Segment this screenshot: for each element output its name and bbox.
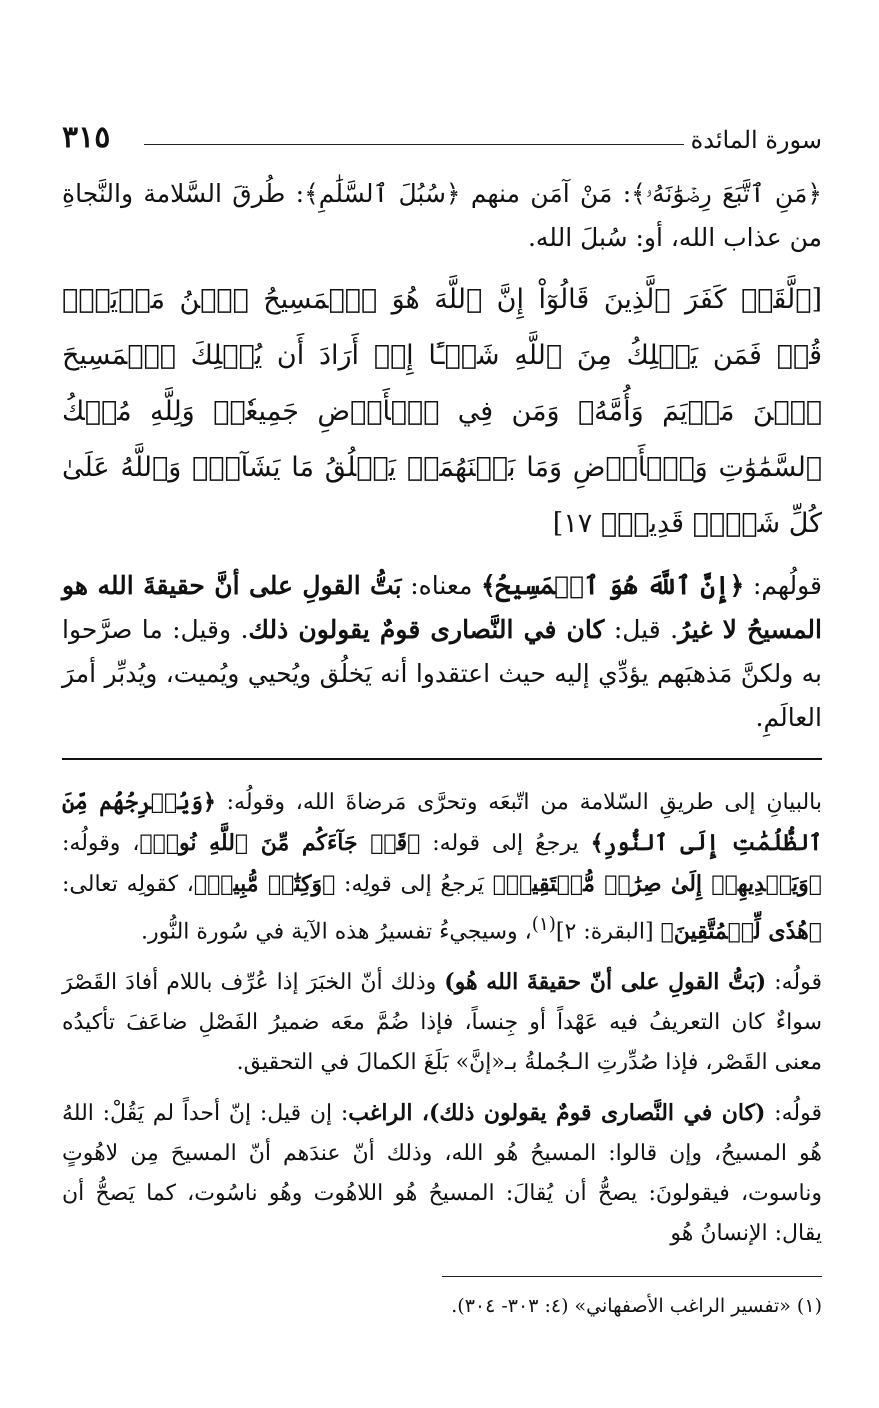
text-run: : مَنْ آمَن منهم	[460, 179, 632, 208]
main-paragraph-2	[62, 564, 822, 740]
text-run: يرجعُ إلى قوله:	[420, 831, 591, 856]
bold-phrase: كان في النَّصارى قومٌ يقولون ذلك	[248, 615, 605, 644]
quran-quote: ﴿مَنِ ٱتَّبَعَ رِضۡوَٰنَهُۥ﴾	[631, 179, 822, 208]
verse-bracket: [	[811, 284, 822, 315]
quran-quote: ﴿وَيَهۡدِيهِمۡ إِلَىٰ صِرَٰطٖ مُّسۡتَقِيمٖ﴾	[492, 871, 823, 897]
verse-17	[62, 272, 822, 552]
quran-quote: ﴿سُبُلَ ٱلسَّلَٰمِ﴾	[304, 179, 461, 208]
text-run: وذلك أنّ الخبَرَ إذا عُرِّف باللام أفادَ القَصْرَ سواءٌ كان التعريفُ فيه عَهْداً أو جِنساً، فإذا ضُمَّ معَه ضميرُ الفَصْلِ ضاعَفَ تأكيدُه معنى القَصْر، فإذا صُدِّرتِ الـجُملةُ بـ«إنَّ» بَلَغَ الكمالَ في التحقيق.	[62, 970, 822, 1076]
commentary-paragraph-1	[62, 782, 822, 952]
citation: [البقرة: ٢]	[555, 919, 661, 945]
commentary-separator	[62, 758, 822, 760]
verse-number: ١٧]	[552, 508, 601, 539]
text-run: ، وسيجيءُ تفسيرُ هذه الآية في سُورة النُّور.	[140, 919, 532, 945]
text-run: قولُهم:	[744, 571, 823, 600]
page-number: ٣١٥	[62, 120, 111, 155]
text-run: يَرجعُ إلى قولِه:	[335, 872, 493, 897]
book-page	[62, 118, 822, 1321]
main-paragraph-1	[62, 172, 822, 260]
text-run: معناه:	[401, 571, 481, 600]
footnote: (١) «تفسير الراغب الأصفهاني» (٤: ٣٠٣- ٣٠٤).	[451, 1295, 822, 1318]
header-rule	[144, 144, 684, 145]
text-run: ، وقولُه:	[62, 831, 140, 856]
text-run: ، كقولِه تعالى:	[62, 872, 194, 897]
text-run: : طُرقَ السَّلامة والنَّجاةِ من عذاب الله، أو: سُبلَ الله.	[62, 179, 822, 252]
bold-phrase: بَتُّ القولِ على أنَّ حقيقةَ الله هو المسيحُ لا غيرُ	[62, 571, 822, 644]
bold-phrase: (كان في النَّصارى قومٌ يقولون ذلك)، الراغب	[348, 1100, 766, 1127]
surah-title: سورة المائدة	[690, 126, 822, 154]
quran-quote: ﴿وَكِتَٰبٞ مُّبِينٞ﴾	[193, 871, 336, 897]
text-run: قولُه:	[766, 970, 822, 996]
quran-quote: ﴿قَدۡ جَآءَكُم مِّنَ ٱللَّهِ نُورٞ﴾	[139, 830, 421, 856]
text-run: . قيل:	[604, 615, 679, 644]
footnote-rule	[442, 1276, 822, 1277]
quran-quote: ﴿وَيُخۡرِجُهُم مِّنَ ٱلظُّلُمَٰتِ إِلَى ٱلنُّورِ﴾	[62, 789, 822, 856]
quran-quote: ﴿هُدٗى لِّلۡمُتَّقِينَ﴾	[660, 918, 822, 945]
commentary-paragraph-2	[62, 962, 822, 1083]
commentary-paragraph-3	[62, 1093, 822, 1254]
running-header	[62, 118, 822, 162]
quran-quote: ﴿إِنَّ ٱللَّهَ هُوَ ٱلۡمَسِيحُ﴾	[481, 571, 745, 600]
text-run: . وقيل: ما صرَّحوا به ولكنَّ مَذهبَهم يؤدِّي إليه حيث اعتقدوا أنه يَخلُق ويُحيي ويُميت، ويُدبِّر أمرَ العالَمِ.	[62, 615, 822, 732]
verse-text: ﴿لَّقَدۡ كَفَرَ ٱلَّذِينَ قَالُوٓاْ إِنَّ ٱللَّهَ هُوَ ٱلۡمَسِيحُ ٱبۡنُ مَرۡيَمَۚ قُلۡ فَمَن يَمۡلِكُ مِنَ ٱللَّهِ شَيۡـًٔا إِنۡ أَرَادَ أَن يُهۡلِكَ ٱلۡمَسِيحَ ٱبۡنَ مَرۡيَمَ وَأُمَّهُۥ وَمَن فِي ٱلۡأَرۡضِ جَمِيعٗاۗ وَلِلَّهِ مُلۡكُ ٱلسَّمَٰوَٰتِ وَٱلۡأَرۡضِ وَمَا بَيۡنَهُمَاۚ يَخۡلُقُ مَا يَشَآءُۚ وَٱللَّهُ عَلَىٰ كُلِّ شَيۡءٖ قَدِيرٞ﴾	[62, 284, 822, 539]
footnote-marker: (١)	[531, 914, 556, 935]
bold-phrase: (بَتُّ القولِ على أنّ حقيقةَ الله هُو)	[444, 969, 767, 996]
text-run: قولُه:	[765, 1101, 822, 1127]
text-run: : إن قيل: إنّ أحداً لم يَقُلْ: اللهُ هُو المسيحُ، وإن قالوا: المسيحُ هُو الله، وذلك أنّ عندَهم أنّ المسيحَ مِن لاهُوتٍ وناسوت، فيقولونَ: يصحُّ أن يُقالَ: المسيحُ هُو اللاهُوت وهُو ناسُوت، كما يَصحُّ أن يقال: الإنسانُ هُو	[62, 1101, 822, 1247]
text-run: بالبيانِ إلى طريقِ السّلامة من اتّبعَه وتحرَّى مَرضاةَ الله، وقولُه:	[215, 790, 822, 815]
